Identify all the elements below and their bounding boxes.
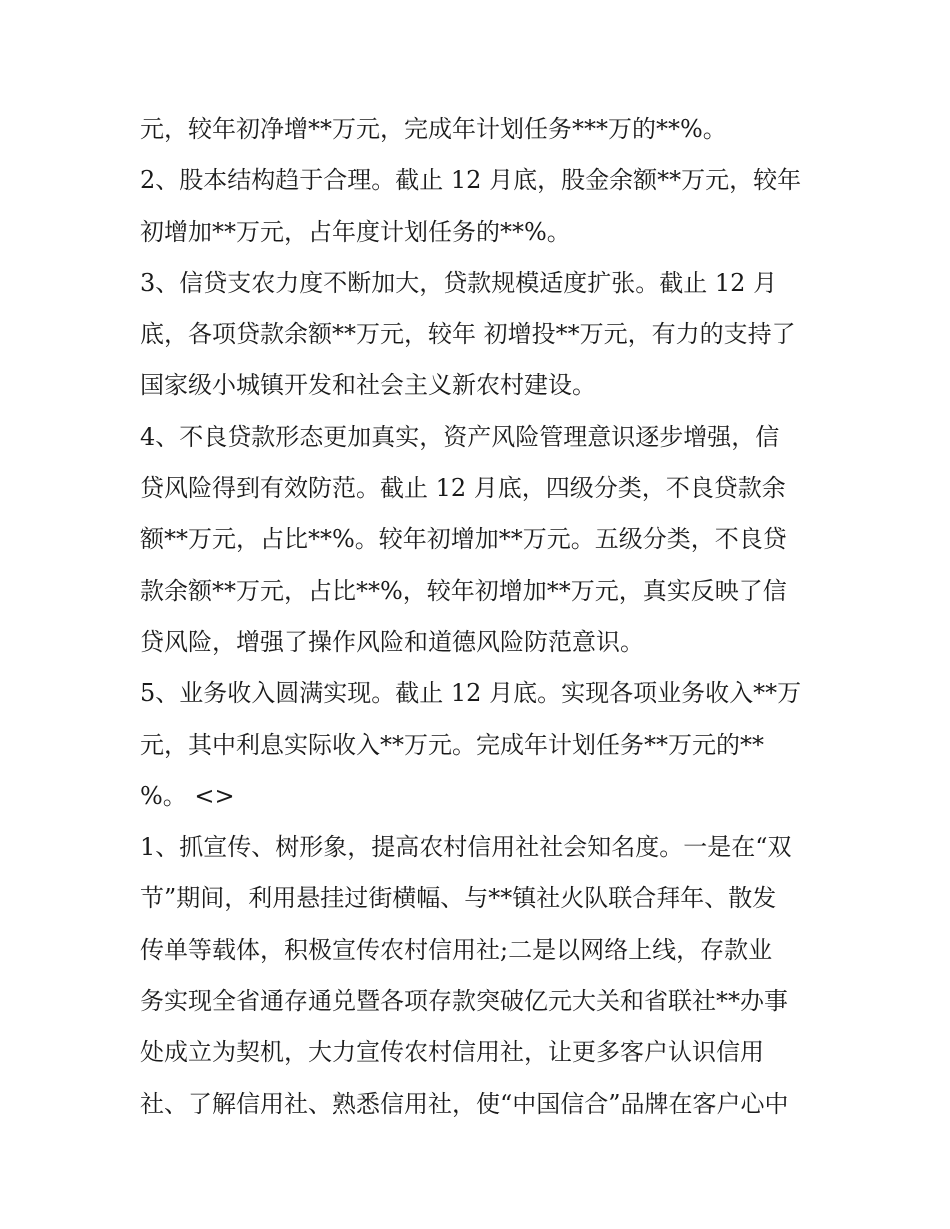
text-line-14: %。 <> [140,781,235,810]
text-line-16: 节”期间，利用悬挂过街横幅、与**镇社火队联合拜年、散发 [140,884,777,913]
text-line-6: 国家级小城镇开发和社会主义新农村建设。 [140,371,596,400]
text-line-2: 2、股本结构趋于合理。截止 12 月底，股金余额**万元，较年 [140,166,802,195]
text-line-8: 贷风险得到有效防范。截止 12 月底，四级分类，不良贷款余 [140,474,786,503]
text-line-12: 5、业务收入圆满实现。截止 12 月底。实现各项业务收入**万 [140,679,802,708]
text-line-5: 底，各项贷款余额**万元，较年 初增投**万元，有力的支持了 [140,320,796,349]
text-line-19: 处成立为契机，大力宣传农村信用社，让更多客户认识信用 [140,1038,764,1067]
text-line-4: 3、信贷支农力度不断加大，贷款规模适度扩张。截止 12 月 [140,268,778,297]
text-line-11: 贷风险，增强了操作风险和道德风险防范意识。 [140,627,644,656]
text-line-9: 额**万元，占比**%。较年初增加**万元。五级分类，不良贷 [140,525,787,554]
text-line-13: 元，其中利息实际收入**万元。完成年计划任务**万元的** [140,730,764,759]
text-line-20: 社、了解信用社、熟悉信用社，使“中国信合”品牌在客户心中 [140,1089,789,1118]
text-line-7: 4、不良贷款形态更加真实，资产风险管理意识逐步增强，信 [140,422,780,451]
text-line-3: 初增加**万元，占年度计划任务的**%。 [140,217,571,246]
text-line-10: 款余额**万元，占比**%，较年初增加**万元，真实反映了信 [140,576,787,605]
text-line-1: 元，较年初净增**万元，完成年计划任务***万的**%。 [140,115,727,143]
text-line-17: 传单等载体，积极宣传农村信用社;二是以网络上线，存款业 [140,935,773,964]
text-line-15: 1、抓宣传、树形象，提高农村信用社社会知名度。一是在“双 [140,833,792,862]
text-line-18: 务实现全省通存通兑暨各项存款突破亿元大关和省联社**办事 [140,987,788,1016]
document-body [140,104,820,1130]
